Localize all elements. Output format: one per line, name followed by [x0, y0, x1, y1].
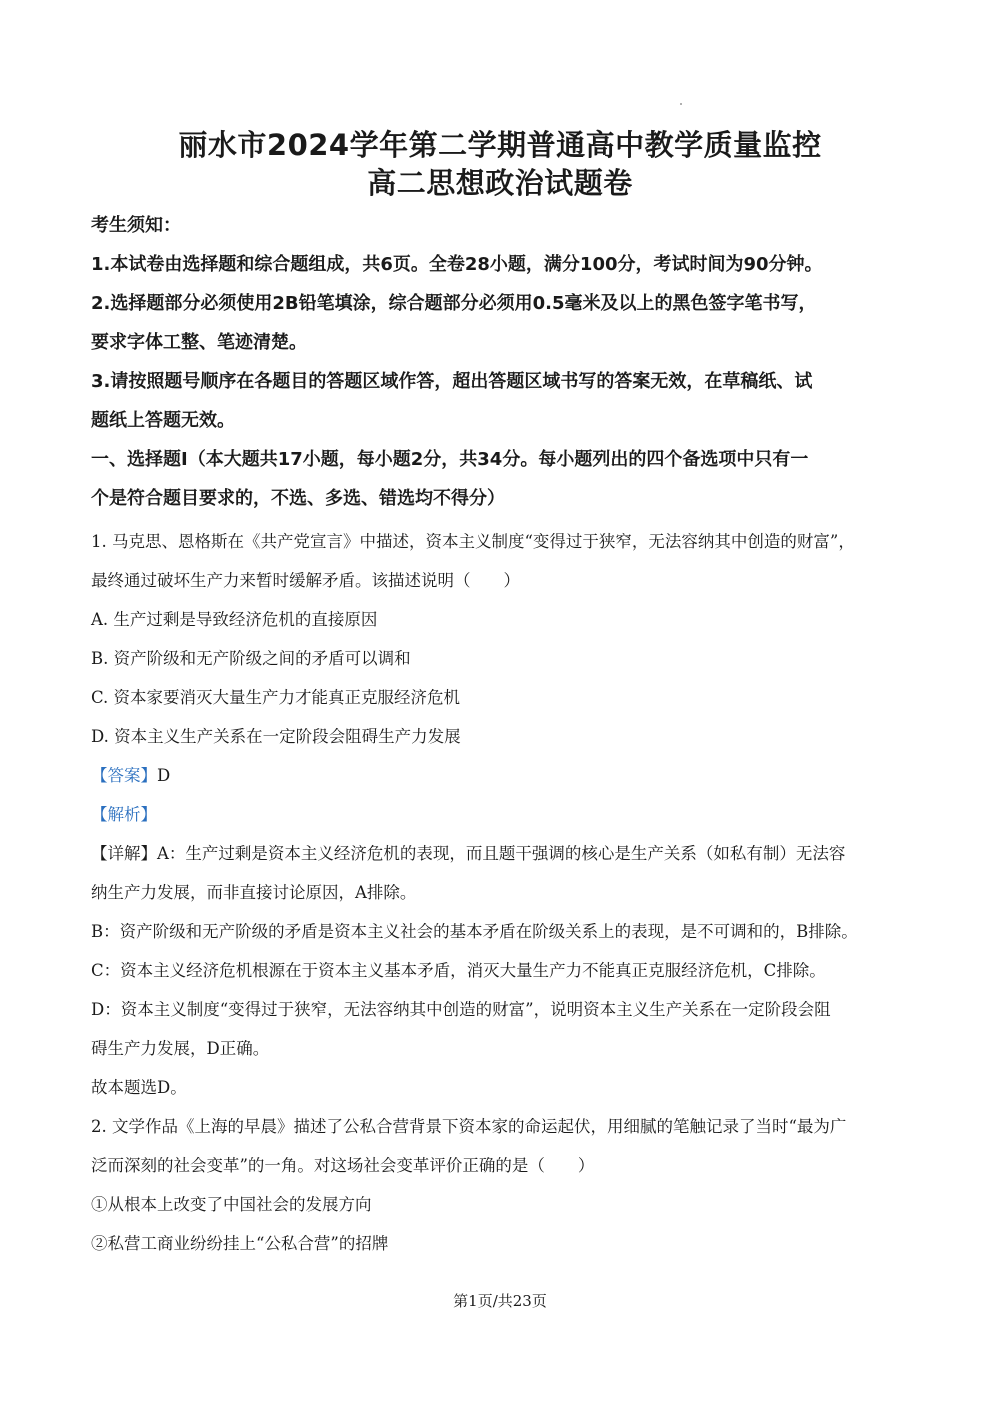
q1-detail-a-line2: 纳生产力发展，而非直接讨论原因，A排除。	[91, 883, 417, 902]
answer-value: D	[157, 766, 171, 785]
notice-item-3-line2: 题纸上答题无效。	[91, 410, 235, 431]
q1-option-a: A. 生产过剩是导致经济危机的直接原因	[91, 610, 378, 629]
notice-item-3-line1: 3.请按照题号顺序在各题目的答题区域作答，超出答题区域书写的答案无效，在草稿纸、试	[91, 371, 813, 392]
analysis-tag: 【解析】	[91, 805, 157, 824]
q1-detail-c: C：资本主义经济危机根源在于资本主义基本矛盾，消灭大量生产力不能真正克服经济危机，C排除。	[91, 961, 826, 980]
exam-title-line1: 丽水市2024学年第二学期普通高中教学质量监控	[178, 128, 822, 162]
notice-item-1: 1.本试卷由选择题和综合题组成，共6页。全卷28小题，满分100分，考试时间为90分钟。	[91, 254, 823, 275]
q1-answer	[91, 756, 921, 795]
q1-detail-d-line1: D：资本主义制度“变得过于狭窄，无法容纳其中创造的财富”，说明资本主义生产关系在一定阶段会阻	[91, 1000, 831, 1019]
notice-heading: 考生须知：	[91, 215, 181, 236]
q1-detail-a-line1	[91, 834, 921, 873]
notice-item-2-line2: 要求字体工整、笔迹清楚。	[91, 332, 307, 353]
detail-a-text-1: A：生产过剩是资本主义经济危机的表现，而且题干强调的核心是生产关系（如私有制）无法容	[157, 844, 846, 863]
q2-stem-line1: 2. 文学作品《上海的早晨》描述了公私合营背景下资本家的命运起伏，用细腻的笔触记录了当时“最为广	[91, 1117, 847, 1136]
scan-speck	[680, 103, 682, 105]
q2-stem-line2: 泛而深刻的社会变革”的一角。对这场社会变革评价正确的是（ ）	[91, 1156, 595, 1175]
answer-tag: 【答案】	[91, 766, 157, 785]
detail-tag: 【详解】	[91, 844, 157, 863]
title-block	[0, 126, 1000, 202]
exam-title-line2: 高二思想政治试题卷	[367, 166, 633, 200]
q1-stem-line2: 最终通过破坏生产力来暂时缓解矛盾。该描述说明（ ）	[91, 571, 520, 590]
q1-detail-d-line2: 碍生产力发展，D正确。	[91, 1039, 270, 1058]
q1-option-c: C. 资本家要消灭大量生产力才能真正克服经济危机	[91, 688, 461, 707]
q1-stem-line1: 1. 马克思、恩格斯在《共产党宣言》中描述，资本主义制度“变得过于狭窄，无法容纳其中创造的财富”，	[91, 532, 855, 551]
section-heading-line1: 一、选择题Ⅰ（本大题共17小题，每小题2分，共34分。每小题列出的四个备选项中只有一	[91, 449, 809, 470]
questions-body	[91, 522, 921, 1263]
notice-item-2-line1: 2.选择题部分必须使用2B铅笔填涂，综合题部分必须用0.5毫米及以上的黑色签字笔书写，	[91, 293, 817, 314]
page-footer: 第1页/共23页	[453, 1292, 547, 1310]
q2-item-1: ①从根本上改变了中国社会的发展方向	[91, 1195, 372, 1214]
q1-conclusion: 故本题选D。	[91, 1078, 187, 1097]
q2-item-2: ②私营工商业纷纷挂上“公私合营”的招牌	[91, 1234, 389, 1253]
q1-detail-b: B：资产阶级和无产阶级的矛盾是资本主义社会的基本矛盾在阶级关系上的表现，是不可调和的，B排除。	[91, 922, 858, 941]
q1-option-b: B. 资产阶级和无产阶级之间的矛盾可以调和	[91, 649, 411, 668]
q1-analysis	[91, 795, 921, 834]
candidate-notice	[91, 206, 921, 518]
section-heading-line2: 个是符合题目要求的，不选、多选、错选均不得分）	[91, 488, 505, 509]
q1-option-d: D. 资本主义生产关系在一定阶段会阻碍生产力发展	[91, 727, 461, 746]
